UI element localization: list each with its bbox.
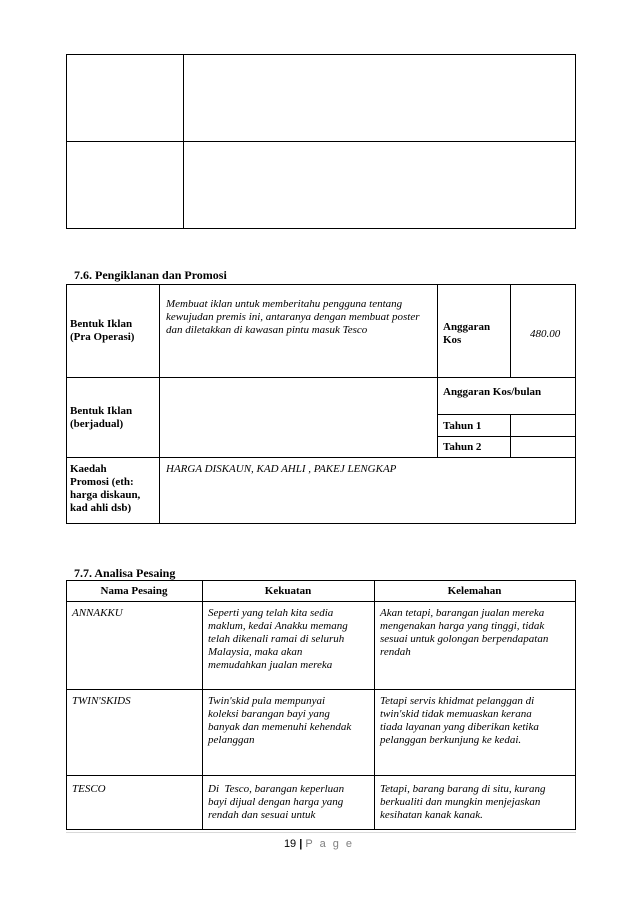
competitor-weakness-twinskids: Tetapi servis khidmat pelanggan di twin'skid tidak memuaskan kerana tiada layanan yang diberikan ketika pelanggan berkunjung ke kedai. <box>380 695 539 746</box>
page-separator: | <box>299 838 303 850</box>
year2-label: Tahun 2 <box>443 441 482 453</box>
section-heading-promotion: 7.6. Pengiklanan dan Promosi <box>74 268 227 282</box>
footer-divider <box>66 832 576 833</box>
competitor-strength-tesco: Di Tesco, barangan keperluan bayi dijual dengan harga yang rendah dan sesuai untuk <box>208 783 345 821</box>
header-strength: Kekuatan <box>264 585 312 597</box>
competitor-name-twinskids: TWIN'SKIDS <box>72 695 131 707</box>
pre-operation-ad-description: Membuat iklan untuk memberitahu pengguna tentang kewujudan premis ini, antaranya dengan membuat poster dan diletakkan di kawasan pintu masuk Tesco <box>166 298 420 336</box>
competitor-weakness-annakku: Akan tetapi, barangan jualan mereka mengenakan harga yang tinggi, tidak sesuai untuk golongan berpendapatan rendah <box>380 607 549 658</box>
estimated-cost-label: Anggaran Kos <box>443 321 491 346</box>
competitor-strength-twinskids: Twin'skid pula mempunyai koleksi barangan bayi yang banyak dan memenuhi kehendak pelanggan <box>208 695 352 746</box>
promotion-method-label: Kaedah Promosi (eth: harga diskaun, kad ahli dsb) <box>70 463 141 514</box>
competitor-strength-annakku: Seperti yang telah kita sedia maklum, kedai Anakku memang telah dikenali ramai di seluruh Malaysia, maka akan memudahkan jualan mereka <box>208 607 348 671</box>
monthly-cost-label: Anggaran Kos/bulan <box>443 386 542 398</box>
page-label: P a g e <box>305 838 355 850</box>
competitor-weakness-tesco: Tetapi, barang barang di situ, kurang berkualiti dan mungkin menjejaskan kesihatan kanak kanak. <box>380 783 546 821</box>
header-weakness: Kelemahan <box>447 585 502 597</box>
promotion-method-value: HARGA DISKAUN, KAD AHLI , PAKEJ LENGKAP <box>166 463 397 475</box>
page-footer <box>0 838 638 850</box>
page-number: 19 <box>283 838 297 850</box>
competitor-name-tesco: TESCO <box>72 783 106 795</box>
year1-label: Tahun 1 <box>443 420 482 432</box>
competitor-name-annakku: ANNAKKU <box>72 607 123 619</box>
section-heading-competitor: 7.7. Analisa Pesaing <box>74 566 176 580</box>
pre-operation-ad-label: Bentuk Iklan (Pra Operasi) <box>70 318 135 343</box>
estimated-cost-value: 480.00 <box>530 328 561 340</box>
header-competitor-name: Nama Pesaing <box>100 585 168 597</box>
scheduled-ad-label: Bentuk Iklan (berjadual) <box>70 405 133 430</box>
